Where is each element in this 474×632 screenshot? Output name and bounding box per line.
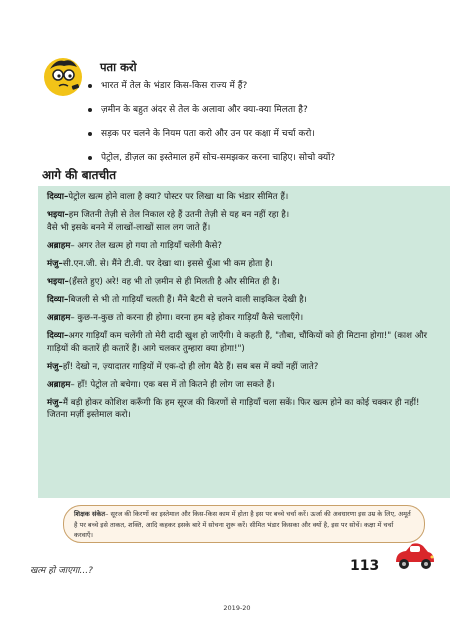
dialogue-text: – अगर तेल खत्म हो गया तो गाड़ियाँ चलेंगी कैसे?	[70, 240, 222, 251]
page-number: 113	[350, 558, 380, 574]
discussion-box	[38, 186, 450, 498]
speaker-name: दिव्या–	[47, 331, 69, 342]
dialogue-text: बिजली से भी तो गाड़ियाँ चलती हैं। मैंने बैटरी से चलने वाली साइकिल देखी है।	[68, 294, 307, 305]
dialogue-text: हम जितनी तेज़ी से तेल निकाल रहे हैं उतनी तेज़ी से यह बन नहीं रहा है।	[68, 210, 290, 221]
speaker-name: अब्राहम	[47, 240, 71, 251]
dialogue-line	[47, 258, 442, 271]
dialogue-text: हाँ! देखो न, ज़्यादातर गाड़ियों में एक-दो ही लोग बैठे हैं। सब बस में क्यों नहीं जाते?	[62, 361, 319, 372]
dialogue-text: सी.एन.जी. से। मैंने टी.वी. पर देखा था। इससे धुँआ भी कम होता है।	[62, 258, 273, 269]
dialogue-text: (हँसते हुए) अरे! वह भी तो ज़मीन से ही मिलती है और सीमित ही है।	[68, 276, 280, 287]
find-out-title: पता करो	[100, 60, 137, 74]
dialogue-text: – कुछ-न-कुछ तो करना ही होगा। वरना हम बड़े होकर गाड़ियाँ कैसे चलाएँगे।	[70, 313, 304, 324]
speaker-name: मंजु–	[47, 258, 63, 269]
find-out-list	[88, 80, 450, 176]
list-item: सड़क पर चलने के नियम पता करो और उन पर कक्षा में चर्चा करो।	[88, 128, 450, 140]
discussion-title: आगे की बातचीत	[42, 168, 117, 182]
car-icon	[392, 540, 436, 572]
dialogue-line	[47, 294, 442, 307]
teacher-note	[63, 505, 425, 543]
speaker-name: भइया–	[47, 210, 69, 221]
dialogue-text: अगर गाड़ियाँ कम चलेंगी तो मेरी दादी खुश हो जाएँगी। वे कहती हैं, "तौबा, चौंकियों को ही मिटाना होगा!" (काश और गाड़ियों की कतारें ही कतारें हैं। आगे चलकर तुम्हारा क्या होगा!")	[47, 331, 428, 354]
teacher-note-text: – सूरज की किरणों का इस्तेमाल और किस-किस काम में होता है इस पर बच्चे चर्चा करें। ऊर्जा की अवधारणा इस उम्र के लिए, अमूर्त है पर बच्चे इसे ताकत, शक्ति, आदि कहकर इसके बारे में सोचना शुरू करें। सीमित भंडार किसका और क्यों है, इस पर सोचें। कक्षा में चर्चा करवाएँ।	[74, 510, 411, 539]
teacher-note-label: शिक्षक संकेत	[74, 510, 106, 518]
speaker-name: भइया–	[47, 276, 69, 287]
list-item: भारत में तेल के भंडार किस-किस राज्य में हैं?	[88, 80, 450, 92]
curious-face-icon	[42, 55, 84, 97]
speaker-name: दिव्या–	[47, 294, 69, 305]
edition-year: 2019-20	[223, 604, 251, 612]
list-item: ज़मीन के बहुत अंदर से तेल के अलावा और क्या-क्या मिलता है?	[88, 104, 450, 116]
list-item: पेट्रोल, डीज़ल का इस्तेमाल हमें सोच-समझकर करना चाहिए। सोचो क्यों?	[88, 152, 450, 164]
dialogue-line	[47, 240, 442, 253]
dialogue-line	[47, 312, 442, 325]
dialogue-line	[47, 397, 442, 422]
dialogue-line	[47, 379, 442, 392]
speaker-name: मंजु–	[47, 361, 63, 372]
dialogue-line	[47, 276, 442, 289]
dialogue-text: मैं बड़ी होकर कोशिश करूँगी कि हम सूरज की किरणों से गाड़ियाँ चला सकें। फिर खत्म होने का कोई चक्कर ही नहीं! जितना मर्ज़ी इस्तेमाल करो।	[47, 397, 420, 421]
dialogue-line	[47, 209, 442, 222]
speaker-name: दिव्या–	[47, 192, 69, 202]
dialogue-text: – हाँ! पेट्रोल तो बचेगा। एक बस में तो कितने ही लोग जा सकते हैं।	[70, 379, 275, 390]
chapter-title: खत्म हो जाएगा...?	[30, 566, 93, 576]
dialogue-line	[47, 191, 442, 204]
dialogue-line	[47, 222, 442, 235]
dialogue-text: वैसे भी इसके बनने में लाखों-लाखों साल लग जाते हैं।	[47, 222, 211, 233]
dialogue-line	[47, 361, 442, 374]
speaker-name: अब्राहम	[47, 313, 71, 324]
dialogue-line	[47, 330, 442, 355]
speaker-name: अब्राहम	[47, 379, 71, 390]
dialogue-text: पेट्रोल खत्म होने वाला है क्या? पोस्टर पर लिखा था कि भंडार सीमित हैं।	[68, 192, 289, 202]
speaker-name: मंजु–	[47, 397, 63, 408]
